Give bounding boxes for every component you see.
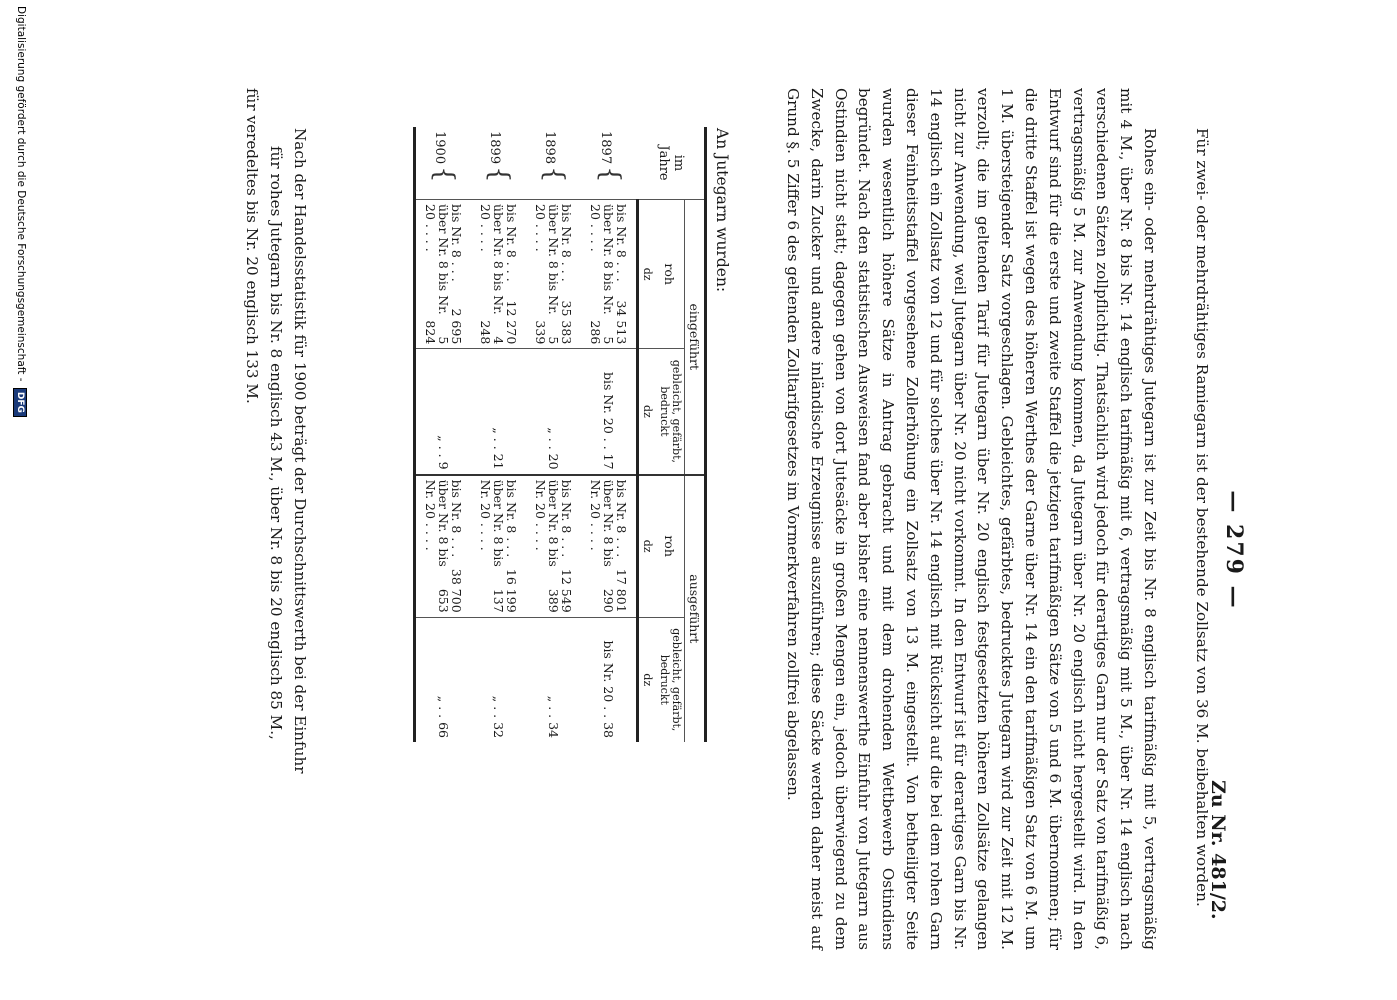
table-row xyxy=(581,127,638,742)
year-cell: 1897{ xyxy=(595,131,626,183)
page-number: — 279 — xyxy=(1221,490,1247,610)
year-header: im Jahre xyxy=(638,127,706,200)
year-cell: 1898{ xyxy=(539,131,570,183)
dfg-logo: DFG xyxy=(13,388,27,417)
table-row xyxy=(526,127,581,742)
raw-cell: bis Nr. 8 . . . 35 383 über Nr. 8 bis Nr. 20 . . . . 5 339 xyxy=(526,200,581,349)
raw-cell: bis Nr. 8 . . . 34 513 über Nr. 8 bis Nr. 20 . . . . 5 286 xyxy=(581,200,638,349)
raw-export-header: roh xyxy=(656,475,685,618)
jute-trade-table xyxy=(413,127,707,742)
unit-label: dz xyxy=(638,200,657,349)
year-cell: 1899{ xyxy=(484,131,515,183)
export-header: ausgeführt xyxy=(685,475,706,742)
bleached-export-cell: „ . . 32 xyxy=(471,617,526,742)
raw_out-cell: bis Nr. 8 . . . 38 700 über Nr. 8 bis Nr. 20 . . . . 653 xyxy=(415,475,472,618)
unit-label: dz xyxy=(638,475,657,618)
bleached-import-cell: bis Nr. 20 . . 17 xyxy=(581,349,638,475)
digitization-footer xyxy=(13,6,27,417)
bleached-import-cell: „ . . 20 xyxy=(526,349,581,475)
raw_out-cell: bis Nr. 8 . . . 16 199 über Nr. 8 bis Nr. 20 . . . . 137 xyxy=(471,475,526,618)
bleached-export-cell: bis Nr. 20 . . 38 xyxy=(581,617,638,742)
statistics-intro: Nach der Handelsstatistik für 1900 beträgt der Durchschnittswerth bei der Einfuhr xyxy=(291,128,309,774)
paragraph-ramie: Für zwei- oder mehrdrähtiges Ramiegarn ist der bestehende Zollsatz von 36 M. beibehalten worden. xyxy=(1193,128,1211,907)
year-cell: 1900{ xyxy=(415,127,472,200)
bleached-import-header: gebleicht, gefärbt, bedruckt xyxy=(656,349,685,475)
raw-cell: bis Nr. 8 . . . 2 695 über Nr. 8 bis Nr. 20 . . . . 5 824 xyxy=(415,200,472,349)
raw_out-cell: bis Nr. 8 . . . 17 801 über Nr. 8 bis Nr. 20 . . . . 290 xyxy=(581,475,638,618)
unit-label: dz xyxy=(638,617,657,742)
raw-cell: bis Nr. 8 . . . 12 270 über Nr. 8 bis Nr. 20 . . . . 4 248 xyxy=(471,200,526,349)
reference-label: Zu Nr. 481/2. xyxy=(1207,780,1229,920)
bleached-export-cell: „ . . 34 xyxy=(526,617,581,742)
import-header: eingeführt xyxy=(685,200,706,475)
paragraph-statistics xyxy=(240,88,312,950)
table-row xyxy=(471,127,526,742)
bleached-export-header: gebleicht, gefärbt, bedruckt xyxy=(656,617,685,742)
statistics-raw: für rohes Jutegarn bis Nr. 8 englisch 43 M., über Nr. 8 bis 20 englisch 85 M., xyxy=(267,146,285,740)
raw-import-header: roh xyxy=(656,200,685,349)
paragraph-jute: Rohes ein- oder mehrdrähtiges Jutegarn ist zur Zeit bis Nr. 8 englisch tarifmäßig mit 5, vertragsmäßig mit 4 M., über Nr. 8 bis Nr. 14 englisch tarifmäßig mit 6, vertragsmäßig mit 5 M., über Nr. 14 englisch nach verschiedenen Sätzen zollpflichtig. Thatsächlich wird jedoch für derartiges Garn nur der Satz von tarifmäßig 6, vertragsmäßig 5 M. zur Anwendung kommen, da Jutegarn über Nr. 20 englisch nicht hergestellt wird. In den Entwurf sind für die erste und zweite Staffel die jetzigen tarifmäßigen Sätze von 5 und 6 M. übernommen; für die dritte Staffel ist wegen des höheren Werthes der Garne über Nr. 14 ein den tarifmäßigen Satz von 6 M. um 1 M. übersteigender Satz vorgeschlagen. Gebleichtes, gefärbtes, bedrucktes Jutegarn wird zur Zeit mit 12 M. verzollt; die im geltenden Tarif für Jutegarn über Nr. 20 englisch festgesetzten höheren Zollsätze gelangen nicht zur Anwendung, weil Jutegarn über Nr. 20 nicht vorkommt. In den Entwurf ist für derartiges Garn bis Nr. 14 englisch ein Zollsatz von 12 und für solches über Nr. 14 englisch mit Rücksicht auf die bei dem rohen Garn dieser Feinheitsstaffel vorgesehene Zollerhöhung ein Zollsatz von 13 M. eingestellt. Von betheiligter Seite wurden wesentlich höhere Sätze in Antrag gebracht und mit dem drohenden Wettbewerb Ostindiens begründet. Nach den statistischen Ausweisen fand aber bisher eine nennenswerthe Einfuhr von Jutegarn aus Ostindien nicht statt; dagegen gehen von dort Jutesäcke in großen Mengen ein, jedoch überwiegend zu dem Zwecke, darin Zucker und andere inländische Erzeugnisse auszuführen; diese Säcke werden daher meist auf Grund §. 5 Ziffer 6 des geltenden Zolltarifgesetzes im Vormerkverfahren zollfrei abgelassen. xyxy=(784,88,1159,950)
bleached-import-cell: „ . . 21 xyxy=(471,349,526,475)
statistics-refined: für veredeltes bis Nr. 20 englisch 133 M. xyxy=(243,88,261,404)
bleached-export-cell: „ . . 66 xyxy=(415,617,472,742)
unit-label: dz xyxy=(638,349,657,475)
raw_out-cell: bis Nr. 8 . . . 12 549 über Nr. 8 bis Nr. 20 . . . . 389 xyxy=(526,475,581,618)
table-row xyxy=(415,127,472,742)
bleached-import-cell: „ . . 9 xyxy=(415,349,472,475)
footer-text: Digitalisierung gefördert durch die Deutsche Forschungsgemeinschaft - xyxy=(15,6,27,382)
table-caption: An Jutegarn wurden: xyxy=(713,128,731,293)
